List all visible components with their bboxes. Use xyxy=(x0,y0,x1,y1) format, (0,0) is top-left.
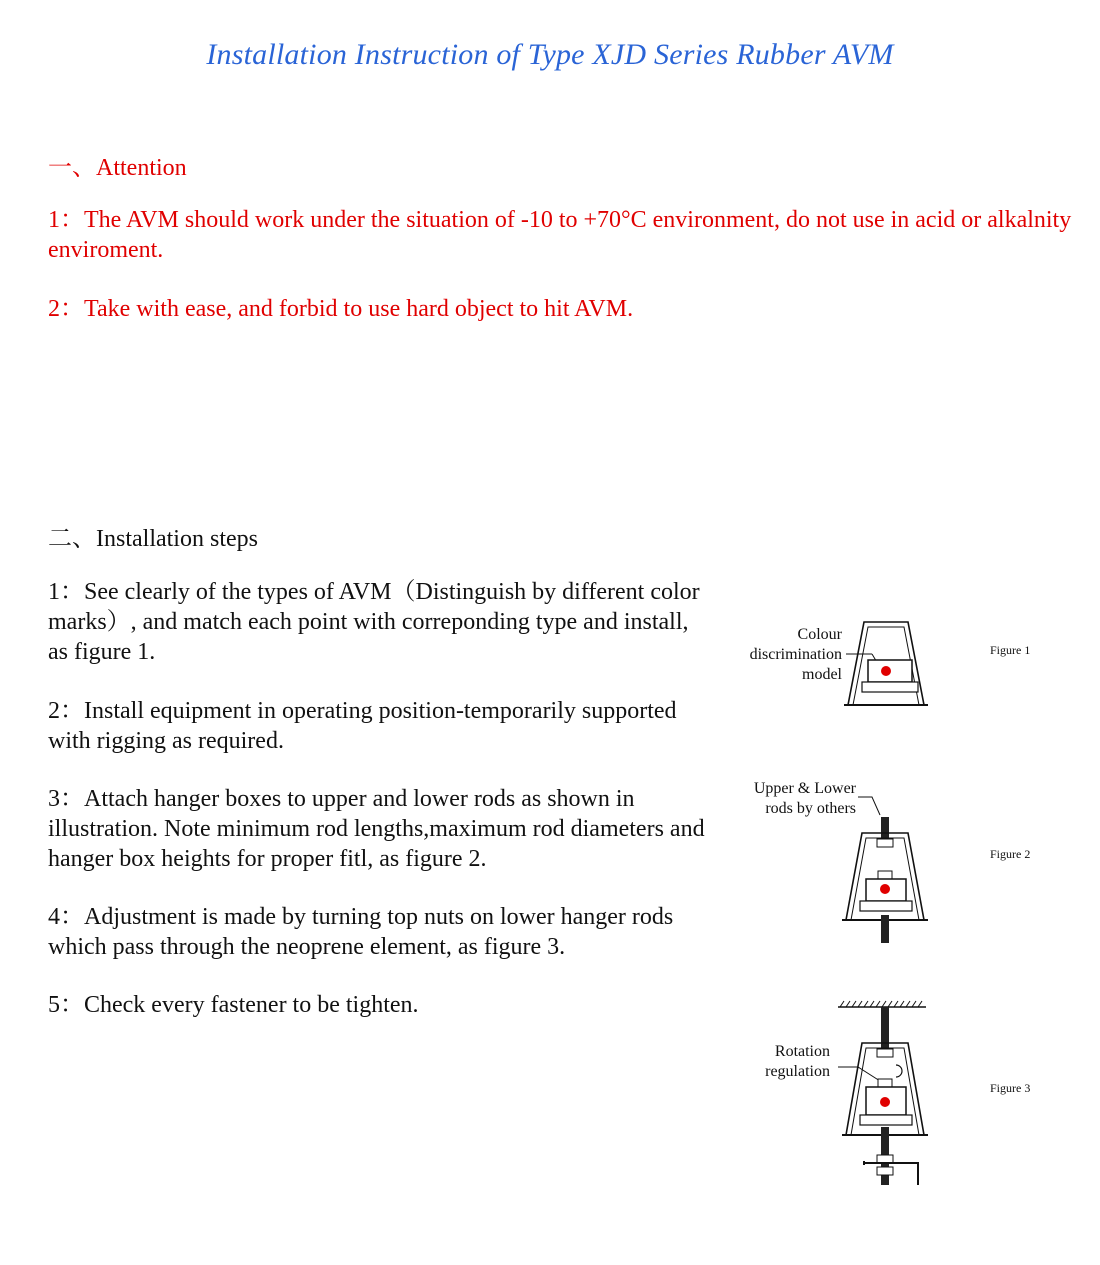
page-title: Installation Instruction of Type XJD Series Rubber AVM xyxy=(206,38,894,71)
fig1-callout-line-3: model xyxy=(802,666,842,683)
colour-marker xyxy=(880,884,890,894)
fig2-callout-line-2: rods by others xyxy=(765,800,856,817)
fig3-callout-line-1: Rotation xyxy=(774,1043,830,1060)
fig1-callout-line-2: discrimination xyxy=(749,646,842,663)
install-step-4: 4：Adjustment is made by turning top nuts on lower hanger rods which pass through the neoprene element, as figure 3. xyxy=(48,904,674,960)
figure-1-label: Figure 1 xyxy=(990,643,1031,657)
figure-2-label: Figure 2 xyxy=(990,847,1031,861)
attention-heading: 一、Attention xyxy=(48,155,187,181)
install-step-5: 5：Check every fastener to be tighten. xyxy=(48,992,419,1018)
fig2-callout-line-1: Upper & Lower xyxy=(753,780,856,797)
attention-item-2: 2：Take with ease, and forbid to use hard object to hit AVM. xyxy=(48,296,634,322)
figure-3-label: Figure 3 xyxy=(990,1081,1031,1095)
attention-item-1: 1：The AVM should work under the situation of -10 to +70°C environment, do not use in acid or alkalnity enviroment. xyxy=(48,207,1072,263)
colour-marker xyxy=(881,666,891,676)
install-step-1: 1：See clearly of the types of AVM（Distinguish by different color marks）, and match each point with correponding type and install, as figure 1. xyxy=(48,579,700,665)
figure-2-diagram xyxy=(730,775,950,950)
figure-1-diagram xyxy=(730,612,950,712)
install-step-3: 3：Attach hanger boxes to upper and lower rods as shown in illustration. Note minimum rod lengths,maximum rod diameters and hanger box heights for proper fitl, as figure 2. xyxy=(48,786,705,872)
rotation-arrow-icon xyxy=(896,1065,902,1077)
fig3-callout-line-2: regulation xyxy=(765,1063,830,1080)
figure-3-diagram xyxy=(730,995,950,1190)
colour-marker xyxy=(880,1097,890,1107)
install-step-2: 2：Install equipment in operating position-temporarily supported with rigging as required. xyxy=(48,698,677,754)
fig1-callout-line-1: Colour xyxy=(797,626,842,643)
installation-heading: 二、Installation steps xyxy=(48,526,258,552)
